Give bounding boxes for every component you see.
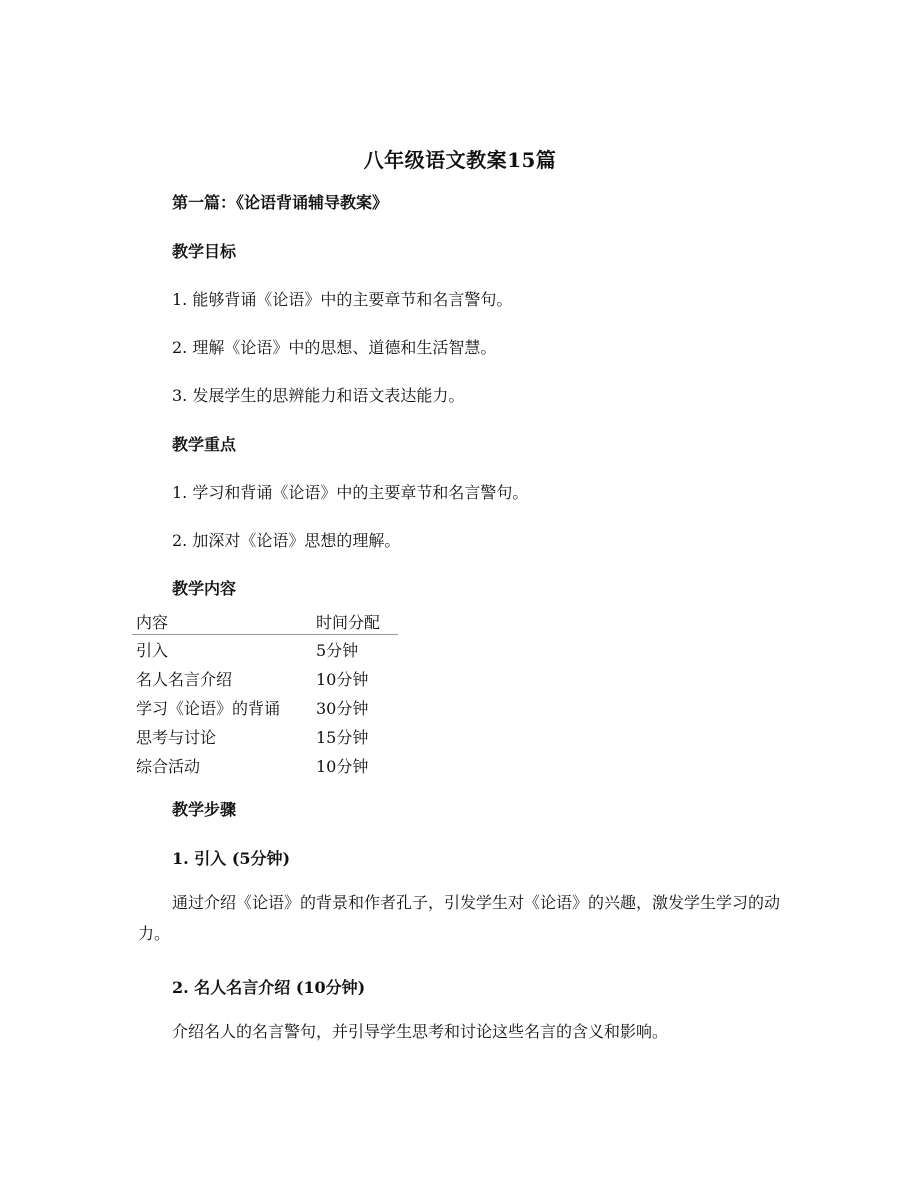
objective-item: 3. 发展学生的思辨能力和语文表达能力。 xyxy=(172,386,465,405)
table-cell-time: 5分钟 xyxy=(316,641,359,660)
step-title: 2. 名人名言介绍 (10分钟) xyxy=(172,978,366,997)
table-row xyxy=(132,751,398,780)
document-title: 八年级语文教案15篇 xyxy=(363,148,557,172)
column-header-content: 内容 xyxy=(132,608,312,635)
objectives-heading: 教学目标 xyxy=(172,242,237,261)
objective-item: 2. 理解《论语》中的思想、道德和生活智慧。 xyxy=(172,338,497,357)
table-row xyxy=(132,664,398,693)
step-body: 介绍名人的名言警句，并引导学生思考和讨论这些名言的含义和影响。 xyxy=(172,1022,669,1041)
key-points-heading: 教学重点 xyxy=(172,435,237,454)
key-point-item: 1. 学习和背诵《论语》中的主要章节和名言警句。 xyxy=(172,483,529,502)
column-header-time: 时间分配 xyxy=(312,608,398,635)
table-cell-content: 综合活动 xyxy=(136,757,201,776)
steps-heading: 教学步骤 xyxy=(172,800,237,819)
table-cell-time: 15分钟 xyxy=(316,728,369,747)
step-title: 1. 引入 (5分钟) xyxy=(172,849,291,868)
key-point-item: 2. 加深对《论语》思想的理解。 xyxy=(172,531,401,550)
objective-item: 1. 能够背诵《论语》中的主要章节和名言警句。 xyxy=(172,290,513,309)
table-cell-time: 10分钟 xyxy=(316,757,369,776)
table-row xyxy=(132,722,398,751)
chapter-heading: 第一篇：《论语背诵辅导教案》 xyxy=(172,193,389,212)
table-cell-content: 学习《论语》的背诵 xyxy=(136,699,281,718)
table-cell-time: 10分钟 xyxy=(316,670,369,689)
table-header-row xyxy=(132,608,398,635)
step-body: 通过介绍《论语》的背景和作者孔子，引发学生对《论语》的兴趣，激发学生学习的动力。 xyxy=(138,893,781,943)
table-cell-content: 引入 xyxy=(136,641,169,660)
table-row xyxy=(132,693,398,722)
content-heading: 教学内容 xyxy=(172,579,237,598)
table-cell-content: 名人名言介绍 xyxy=(136,670,233,689)
table-row xyxy=(132,635,398,665)
table-cell-content: 思考与讨论 xyxy=(136,728,217,747)
table-cell-time: 30分钟 xyxy=(316,699,369,718)
content-table xyxy=(132,608,398,780)
